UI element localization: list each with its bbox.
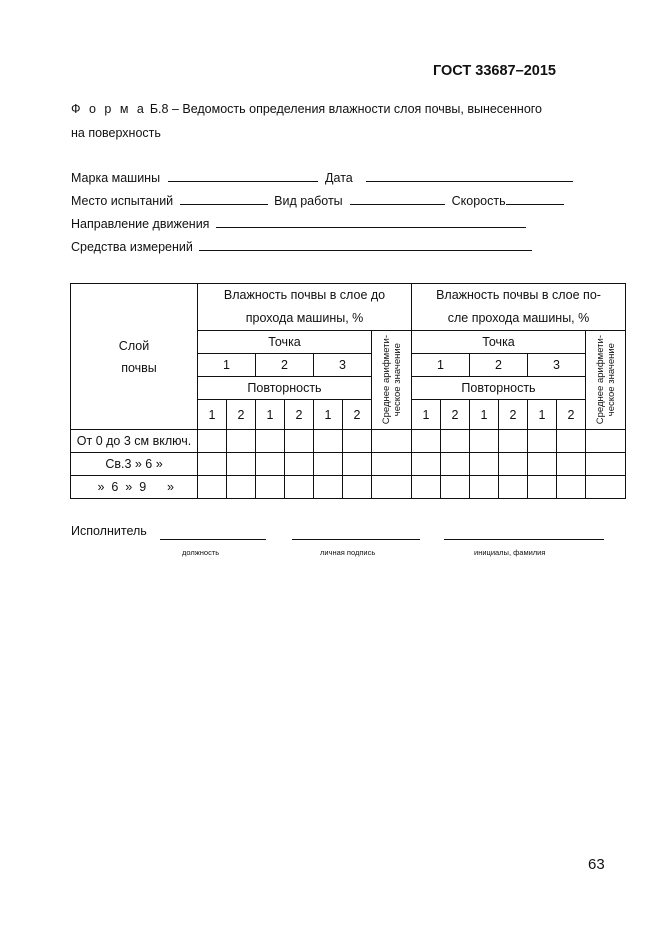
test-site-label: Место испытаний — [71, 194, 174, 208]
form-label: Ф о р м а — [71, 102, 147, 116]
rep-cell: 2 — [343, 400, 372, 430]
data-cell[interactable] — [470, 430, 499, 453]
field-row-instruments — [71, 236, 573, 259]
data-cell[interactable] — [412, 430, 441, 453]
rep-cell: 2 — [557, 400, 586, 430]
rep-cell: 1 — [256, 400, 285, 430]
position-line[interactable] — [160, 539, 266, 540]
layer-header-line1: Слой — [118, 338, 150, 353]
data-cell[interactable] — [372, 476, 412, 499]
row-label: » 6 » 9 » — [71, 476, 198, 499]
rep-cell: 1 — [198, 400, 227, 430]
data-cell[interactable] — [372, 430, 412, 453]
data-cell[interactable] — [586, 430, 626, 453]
repeat-header-before: Повторность — [198, 377, 372, 400]
rep-cell: 2 — [227, 400, 256, 430]
data-cell[interactable] — [586, 476, 626, 499]
layer-header-line2: почвы — [121, 360, 157, 375]
before-header-line1: Влажность почвы в слое до — [223, 288, 386, 302]
data-cell[interactable] — [256, 430, 285, 453]
name-caption: инициалы, фамилия — [474, 548, 546, 557]
data-cell[interactable] — [343, 453, 372, 476]
form-title-line2: на поверхность — [71, 126, 161, 140]
data-cell[interactable] — [198, 476, 227, 499]
data-cell[interactable] — [256, 476, 285, 499]
executor-label: Исполнитель — [71, 524, 147, 538]
data-cell[interactable] — [499, 476, 528, 499]
data-cell[interactable] — [285, 476, 314, 499]
mean-header-after-text — [595, 335, 617, 424]
layer-header — [71, 284, 198, 430]
after-header-line1: Влажность почвы в слое по- — [436, 288, 601, 302]
data-cell[interactable] — [256, 453, 285, 476]
direction-label: Направление движения — [71, 217, 210, 231]
rep-cell: 2 — [285, 400, 314, 430]
data-cell[interactable] — [314, 476, 343, 499]
data-cell[interactable] — [441, 476, 470, 499]
point-1-after: 1 — [412, 354, 470, 377]
instruments-label: Средства измерений — [71, 240, 193, 254]
data-cell[interactable] — [499, 430, 528, 453]
rep-cell: 1 — [314, 400, 343, 430]
work-type-label: Вид работы — [274, 194, 343, 208]
data-cell[interactable] — [470, 453, 499, 476]
instruments-blank[interactable] — [199, 237, 532, 251]
before-header-line2: прохода машины, % — [245, 311, 364, 325]
data-cell[interactable] — [227, 476, 256, 499]
data-cell[interactable] — [412, 476, 441, 499]
point-header-before: Точка — [198, 331, 372, 354]
data-cell[interactable] — [470, 476, 499, 499]
repeat-header-after: Повторность — [412, 377, 586, 400]
mean-header-before — [372, 331, 412, 430]
machine-blank[interactable] — [168, 168, 318, 182]
mean-header-before-text — [381, 335, 403, 424]
field-row-direction — [71, 213, 573, 236]
data-cell[interactable] — [528, 453, 557, 476]
data-cell[interactable] — [227, 453, 256, 476]
data-cell[interactable] — [343, 476, 372, 499]
data-cell[interactable] — [557, 476, 586, 499]
data-cell[interactable] — [285, 453, 314, 476]
table-row — [71, 430, 626, 453]
data-cell[interactable] — [528, 476, 557, 499]
data-cell[interactable] — [343, 430, 372, 453]
before-header — [198, 284, 412, 331]
data-cell[interactable] — [557, 453, 586, 476]
speed-blank[interactable] — [506, 191, 564, 205]
data-cell[interactable] — [412, 453, 441, 476]
data-cell[interactable] — [499, 453, 528, 476]
point-3-before: 3 — [314, 354, 372, 377]
row-label: От 0 до 3 см включ. — [71, 430, 198, 453]
data-cell[interactable] — [557, 430, 586, 453]
data-cell[interactable] — [285, 430, 314, 453]
rep-cell: 1 — [528, 400, 557, 430]
point-1-before: 1 — [198, 354, 256, 377]
page-number: 63 — [588, 856, 605, 873]
mean-after-l1: Среднее арифмети- — [594, 335, 606, 425]
data-cell[interactable] — [198, 430, 227, 453]
point-3-after: 3 — [528, 354, 586, 377]
rep-cell: 2 — [499, 400, 528, 430]
data-cell[interactable] — [441, 453, 470, 476]
data-cell[interactable] — [198, 453, 227, 476]
form-title — [71, 97, 571, 145]
mean-before-l2: ческое значение — [391, 343, 403, 417]
data-cell[interactable] — [586, 453, 626, 476]
data-cell[interactable] — [314, 453, 343, 476]
rep-cell: 1 — [470, 400, 499, 430]
moisture-table — [70, 283, 626, 499]
machine-label: Марка машины — [71, 171, 161, 185]
header-fields — [71, 167, 573, 259]
field-row-machine — [71, 167, 573, 190]
point-header-after: Точка — [412, 331, 586, 354]
rep-cell: 1 — [412, 400, 441, 430]
data-cell[interactable] — [372, 453, 412, 476]
mean-after-l2: ческое значение — [605, 343, 617, 417]
form-title-text: Б.8 – Ведомость определения влажности слоя почвы, вынесенного — [146, 102, 543, 116]
work-type-blank[interactable] — [350, 191, 445, 205]
mean-header-after — [586, 331, 626, 430]
speed-label: Скорость — [451, 194, 506, 208]
data-cell[interactable] — [227, 430, 256, 453]
direction-blank[interactable] — [216, 214, 526, 228]
field-row-site — [71, 190, 573, 213]
table-row — [71, 453, 626, 476]
table-row — [71, 476, 626, 499]
after-header-line2: сле прохода машины, % — [447, 311, 590, 325]
test-site-blank[interactable] — [180, 191, 268, 205]
document-code: ГОСТ 33687–2015 — [433, 63, 556, 79]
name-line[interactable] — [444, 539, 604, 540]
header-row-1 — [71, 284, 626, 331]
point-2-after: 2 — [470, 354, 528, 377]
signature-line[interactable] — [292, 539, 420, 540]
after-header — [412, 284, 626, 331]
position-caption: должность — [182, 548, 220, 557]
rep-cell: 2 — [441, 400, 470, 430]
data-cell[interactable] — [441, 430, 470, 453]
signature-caption: личная подпись — [320, 548, 376, 557]
point-2-before: 2 — [256, 354, 314, 377]
row-label: Св.3 » 6 » — [71, 453, 198, 476]
mean-before-l1: Среднее арифмети- — [380, 335, 392, 425]
data-cell[interactable] — [528, 430, 557, 453]
date-blank[interactable] — [366, 168, 573, 182]
data-cell[interactable] — [314, 430, 343, 453]
date-label: Дата — [325, 171, 353, 185]
